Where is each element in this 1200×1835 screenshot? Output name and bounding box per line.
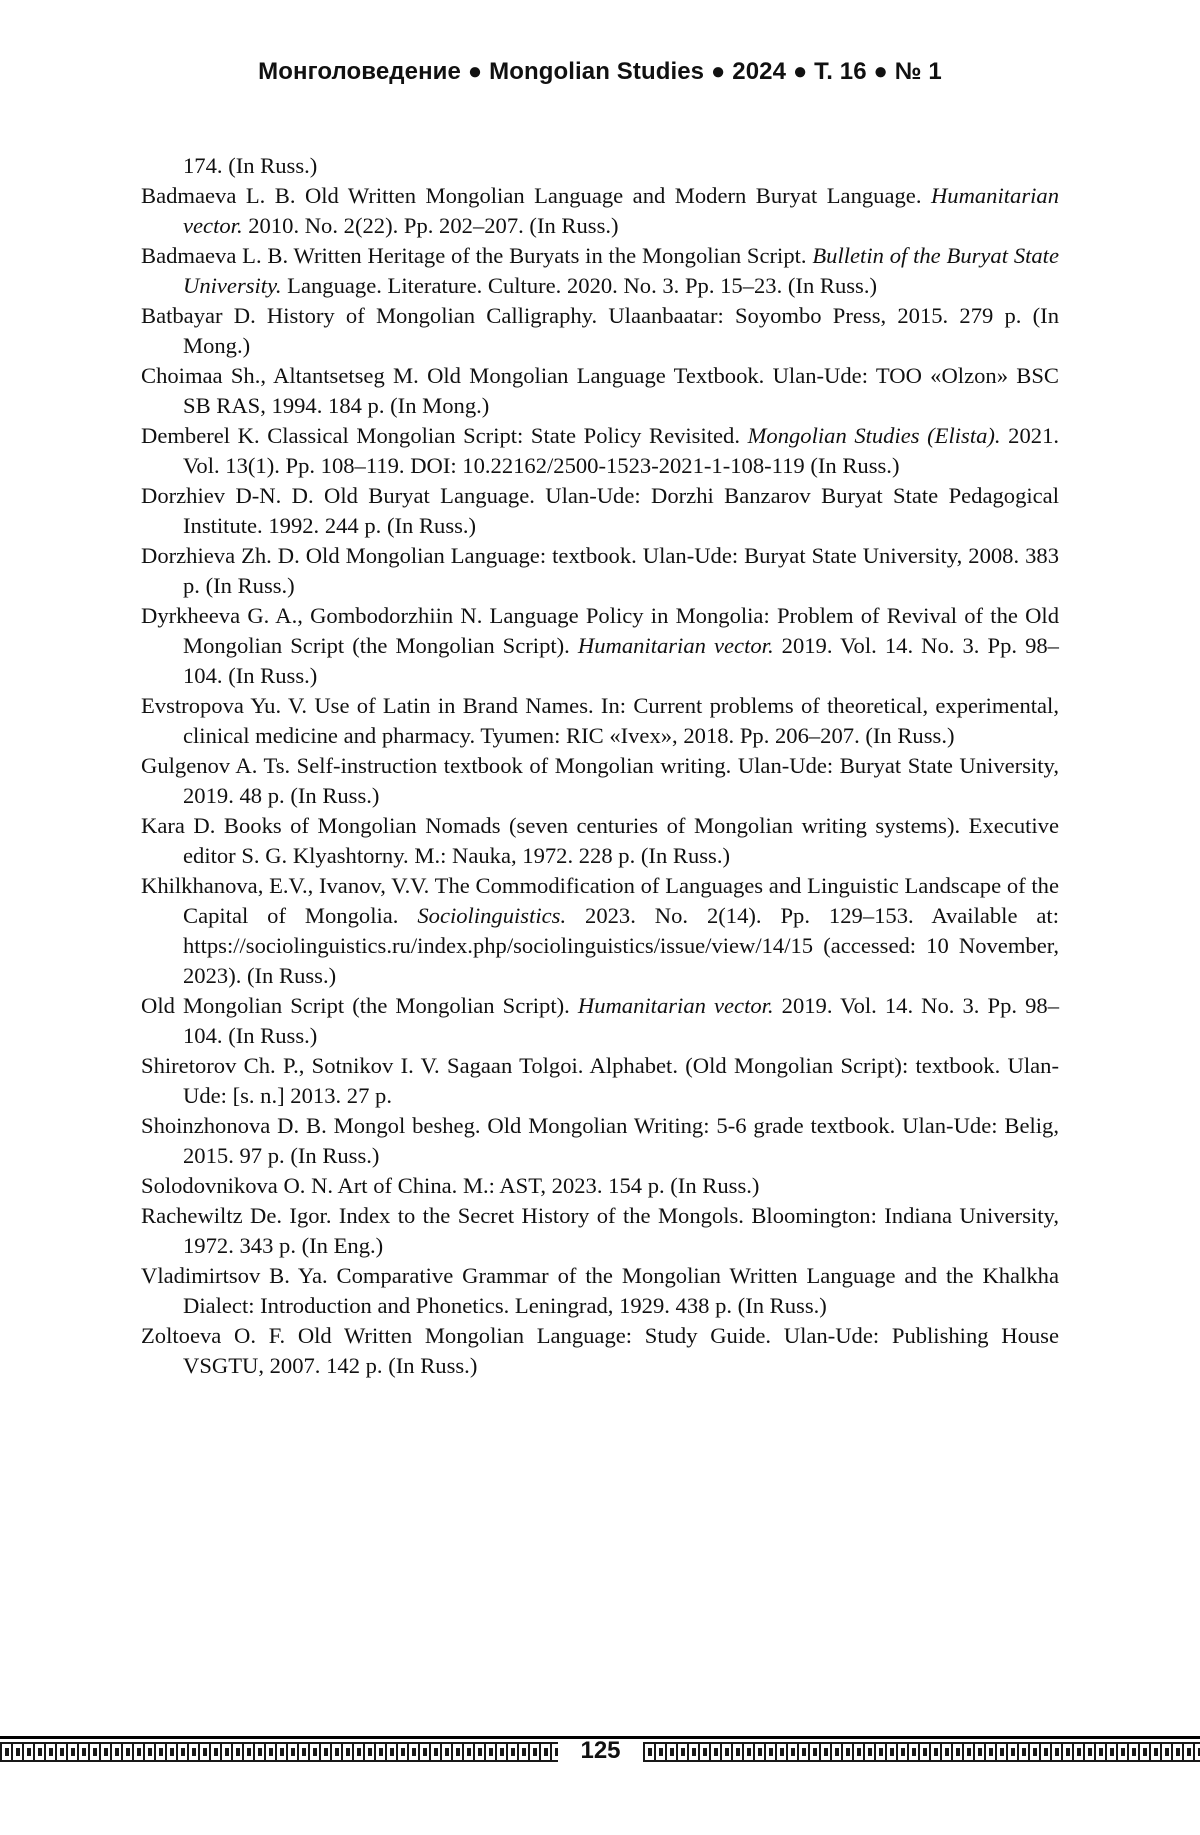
reference-text: Dorzhiev D-N. D. Old Buryat Language. Ulan-Ude: Dorzhi Banzarov Buryat State Pedagogical Institute. 1992. 244 p. (In Russ.) xyxy=(141,483,1059,538)
reference-list xyxy=(141,151,1059,1381)
reference-entry xyxy=(141,481,1059,541)
reference-entry xyxy=(141,421,1059,481)
reference-text: Old Mongolian Script (the Mongolian Script). xyxy=(141,993,578,1018)
reference-entry xyxy=(141,1051,1059,1111)
reference-text: Rachewiltz De. Igor. Index to the Secret History of the Mongols. Bloomington: Indiana University, 1972. 343 p. (In Eng.) xyxy=(141,1203,1059,1258)
reference-text: Shiretorov Ch. P., Sotnikov I. V. Sagaan Tolgoi. Alphabet. (Old Mongolian Script): textbook. Ulan-Ude: [s. n.] 2013. 27 p. xyxy=(141,1053,1059,1108)
reference-text: Vladimirtsov B. Ya. Comparative Grammar of the Mongolian Written Language and the Khalkha Dialect: Introduction and Phonetics. Leningrad, 1929. 438 p. (In Russ.) xyxy=(141,1263,1059,1318)
meander-border-left xyxy=(0,1742,558,1762)
reference-entry xyxy=(141,691,1059,751)
reference-text: Zoltoeva O. F. Old Written Mongolian Language: Study Guide. Ulan-Ude: Publishing House VSGTU, 2007. 142 p. (In Russ.) xyxy=(141,1323,1059,1378)
reference-source-title: Humanitarian vector. xyxy=(577,993,774,1018)
reference-entry xyxy=(141,241,1059,301)
reference-text: Demberel K. Classical Mongolian Script: State Policy Revisited. xyxy=(141,423,748,448)
reference-text: Badmaeva L. B. Written Heritage of the Buryats in the Mongolian Script. xyxy=(141,243,813,268)
reference-entry xyxy=(141,181,1059,241)
reference-entry xyxy=(141,601,1059,691)
reference-text: Solodovnikova O. N. Art of China. M.: AST, 2023. 154 p. (In Russ.) xyxy=(141,1173,760,1198)
reference-entry xyxy=(141,811,1059,871)
reference-text: 2023. No. 2(14). Pp. 129–153. Available at: https://sociolinguistics.ru/index.php/sociolinguistics/issue/view/14/15 (accessed: 10 November, 2023). (In Russ.) xyxy=(183,903,1059,988)
reference-text: Gulgenov A. Ts. Self-instruction textbook of Mongolian writing. Ulan-Ude: Buryat State University, 2019. 48 p. (In Russ.) xyxy=(141,753,1059,808)
reference-source-title: Humanitarian vector. xyxy=(577,633,774,658)
page-footer xyxy=(0,1736,1200,1766)
reference-text: 2019. Vol. 14. No. 3. Pp. 98–104. (In Russ.) xyxy=(183,633,1059,688)
reference-entry xyxy=(141,1201,1059,1261)
reference-entry xyxy=(141,301,1059,361)
reference-text: Khilkhanova, E.V., Ivanov, V.V. The Commodification of Languages and Linguistic Landscape of the Capital of Mongolia. xyxy=(141,873,1059,928)
reference-text: Shoinzhonova D. B. Mongol besheg. Old Mongolian Writing: 5-6 grade textbook. Ulan-Ude: Belig, 2015. 97 p. (In Russ.) xyxy=(141,1113,1059,1168)
reference-entry xyxy=(141,751,1059,811)
reference-text: Dyrkheeva G. A., Gombodorzhiin N. Language Policy in Mongolia: Problem of Revival of the Old Mongolian Script (the Mongolian Script). xyxy=(141,603,1059,658)
reference-entry xyxy=(141,1111,1059,1171)
reference-text: 2021. Vol. 13(1). Pp. 108–119. DOI: 10.22162/2500-1523-2021-1-108-119 (In Russ.) xyxy=(183,423,1060,478)
reference-source-title: Sociolinguistics. xyxy=(417,903,567,928)
reference-entry xyxy=(141,871,1059,991)
reference-entry xyxy=(141,541,1059,601)
reference-source-title: Mongolian Studies (Elista). xyxy=(747,423,1001,448)
reference-entry xyxy=(141,991,1059,1051)
reference-text: Language. Literature. Culture. 2020. No. 3. Pp. 15–23. (In Russ.) xyxy=(281,273,878,298)
reference-text: Dorzhieva Zh. D. Old Mongolian Language: textbook. Ulan-Ude: Buryat State University, 2008. 383 p. (In Russ.) xyxy=(141,543,1059,598)
meander-border-right xyxy=(643,1742,1200,1762)
page-number: 125 xyxy=(580,1737,621,1764)
running-head: Монголоведение ● Mongolian Studies ● 2024 ● Т. 16 ● № 1 xyxy=(258,58,942,85)
reference-text: Kara D. Books of Mongolian Nomads (seven centuries of Mongolian writing systems). Executive editor S. G. Klyashtorny. M.: Nauka, 1972. 228 p. (In Russ.) xyxy=(141,813,1059,868)
reference-entry xyxy=(141,1321,1059,1381)
reference-text: Batbayar D. History of Mongolian Calligraphy. Ulaanbaatar: Soyombo Press, 2015. 279 p. (In Mong.) xyxy=(141,303,1059,358)
reference-entry xyxy=(141,1261,1059,1321)
reference-text: 2010. No. 2(22). Pp. 202–207. (In Russ.) xyxy=(242,213,619,238)
reference-text: Evstropova Yu. V. Use of Latin in Brand Names. In: Current problems of theoretical, experimental, clinical medicine and pharmacy. Tyumen: RIC «Ivex», 2018. Pp. 206–207. (In Russ.) xyxy=(141,693,1059,748)
reference-text: 174. (In Russ.) xyxy=(183,153,318,178)
reference-entry xyxy=(141,1171,1059,1201)
reference-text: Choimaa Sh., Altantsetseg M. Old Mongolian Language Textbook. Ulan-Ude: TOO «Olzon» BSC SB RAS, 1994. 184 p. (In Mong.) xyxy=(141,363,1059,418)
reference-source-title: Humanitarian vector. xyxy=(183,183,1059,238)
reference-text: Badmaeva L. B. Old Written Mongolian Language and Modern Buryat Language. xyxy=(141,183,931,208)
reference-entry xyxy=(141,361,1059,421)
reference-entry xyxy=(141,151,1059,181)
reference-source-title: Bulletin of the Buryat State University. xyxy=(183,243,1059,298)
reference-text: 2019. Vol. 14. No. 3. Pp. 98–104. (In Russ.) xyxy=(183,993,1059,1048)
